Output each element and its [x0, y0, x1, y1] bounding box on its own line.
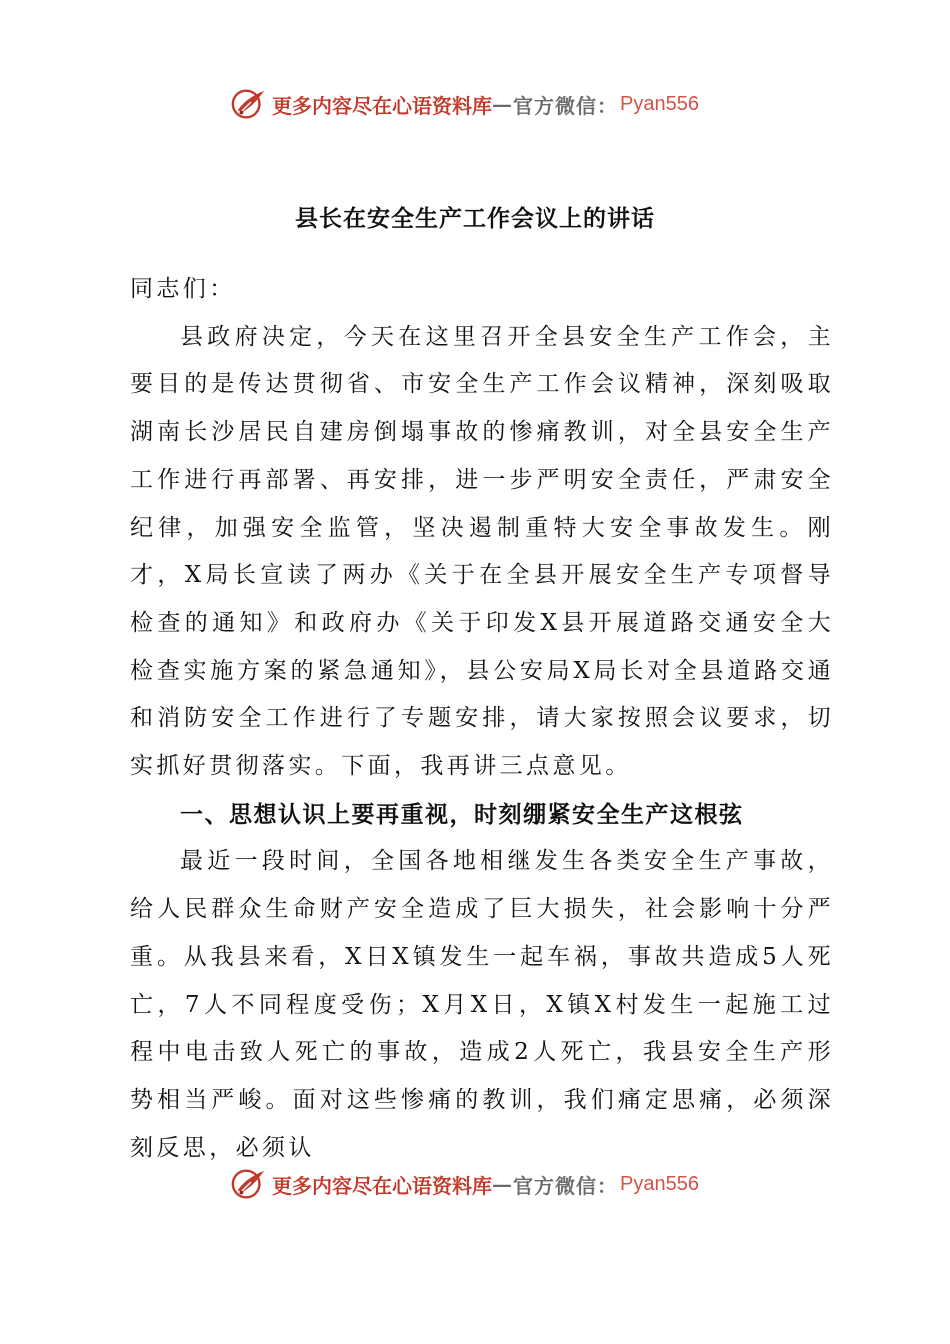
section-paragraph: 最近一段时间，全国各地相继发生各类安全生产事故，给人民群众生命财产安全造成了巨大损失，社会影响十分严重。从我县来看，X日X镇发生一起车祸，事故共造成5人死亡，7人不同程度受伤；X月X日，X镇X村发生一起施工过程中电击致人死亡的事故，造成2人死亡，我县安全生产形势相当严峻。面对这些惨痛的教训，我们痛定思痛，必须深刻反思，必须认	[130, 848, 834, 1161]
banner-dash: —	[492, 92, 513, 116]
banner-brand-text: 更多内容尽在心语资料库	[272, 1173, 492, 1198]
banner-brand-text: 更多内容尽在心语资料库	[272, 93, 492, 118]
banner-dash: —	[492, 1172, 513, 1196]
banner-wechat-label: 官方微信：	[513, 93, 618, 118]
footer-watermark-banner	[230, 1164, 699, 1204]
banner-wechat-label: 官方微信：	[513, 1173, 618, 1198]
document-title: 县长在安全生产工作会议上的讲话	[295, 205, 655, 232]
section-heading: 一、思想认识上要再重视，时刻绷紧安全生产这根弦	[180, 800, 744, 828]
intro-paragraph: 县政府决定，今天在这里召开全县安全生产工作会，主要目的是传达贯彻省、市安全生产工作会议精神，深刻吸取湖南长沙居民自建房倒塌事故的惨痛教训，对全县安全生产工作进行再部署、再安排，进一步严明安全责任，严肃安全纪律，加强安全监管，坚决遏制重特大安全事故发生。刚才，X局长宣读了两办《关于在全县开展安全生产专项督导检查的通知》和政府办《关于印发X县开展道路交通安全大检查实施方案的紧急通知》，县公安局X局长对全县道路交通和消防安全工作进行了专题安排，请大家按照会议要求，切实抓好贯彻落实。下面，我再讲三点意见。	[130, 323, 834, 780]
greeting: 同志们：	[130, 276, 236, 302]
quill-logo-icon	[230, 1165, 268, 1203]
quill-logo-icon	[230, 85, 268, 123]
header-watermark-banner	[230, 84, 699, 124]
banner-wechat-id: Pyan556	[620, 1172, 699, 1195]
banner-wechat-id: Pyan556	[620, 92, 699, 115]
document-body	[130, 266, 834, 1172]
